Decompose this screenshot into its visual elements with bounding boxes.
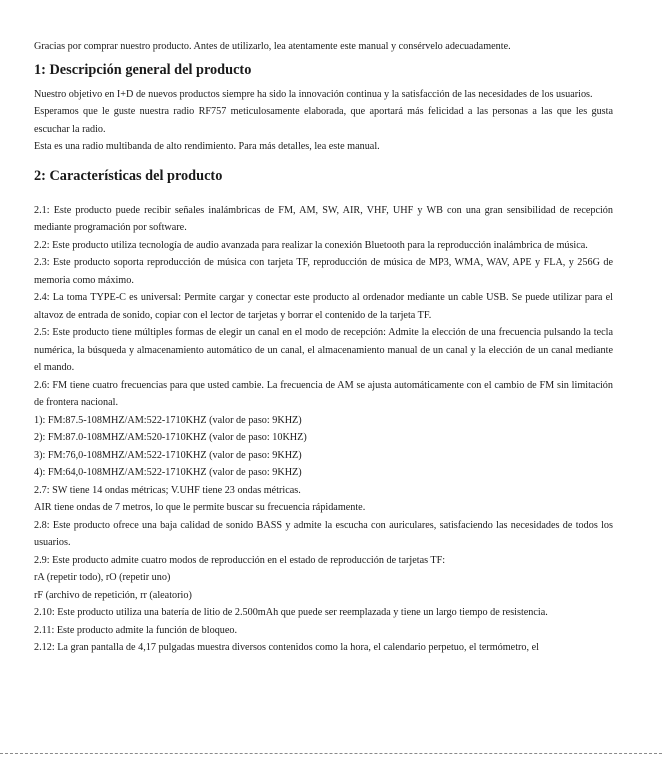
section-2-heading: 2: Características del producto <box>34 167 223 184</box>
feature-paragraph: 2.6: FM tiene cuatro frecuencias para que usted cambie. La frecuencia de AM se ajusta automáticamente con el cambio de FM sin limitación de frontera nacional. <box>34 379 613 408</box>
intro-paragraph: Gracias por comprar nuestro producto. Antes de utilizarlo, lea atentamente este manual y consérvelo adecuadamente. <box>34 41 511 52</box>
playback-mode-line: rF (archivo de repetición, rr (aleatorio) <box>34 589 192 601</box>
feature-paragraph: 2.12: La gran pantalla de 4,17 pulgadas muestra diversos contenidos como la hora, el calendario perpetuo, el termómetro, el <box>34 642 539 653</box>
section-1-paragraph: Nuestro objetivo en I+D de nuevos productos siempre ha sido la innovación continua y la satisfacción de las necesidades de los usuarios. <box>34 88 593 100</box>
feature-paragraph: 2.2: Este producto utiliza tecnología de audio avanzada para realizar la conexión Bluetooth para la reproducción inalámbrica de música. <box>34 239 588 251</box>
feature-paragraph: 2.5: Este producto tiene múltiples formas de elegir un canal en el modo de recepción: Admite la elección de una frecuencia pulsando la tecla numérica, la búsqueda y almacenamiento automático de un canal, el almacenamiento manual de un canal y la elección de un canal mediante el mando. <box>34 327 613 373</box>
frequency-option: 1): FM:87.5-108MHZ/AM:522-1710KHZ (valor de paso: 9KHZ) <box>34 414 302 426</box>
section-1-paragraph: Esta es una radio multibanda de alto rendimiento. Para más detalles, lea este manual. <box>34 141 380 152</box>
feature-paragraph: 2.9: Este producto admite cuatro modos de reproducción en el estado de reproducción de tarjetas TF: <box>34 554 446 566</box>
feature-paragraph: 2.1: Este producto puede recibir señales inalámbricas de FM, AM, SW, AIR, VHF, UHF y WB con una gran sensibilidad de recepción mediante programación por software. <box>34 204 613 233</box>
section-1-paragraph: Esperamos que le guste nuestra radio RF757 meticulosamente elaborada, que aportará más felicidad a las personas a las que les gusta escuchar la radio. <box>34 106 613 135</box>
playback-mode-line: rA (repetir todo), rO (repetir uno) <box>34 572 171 583</box>
feature-paragraph: 2.3: Este producto soporta reproducción de música con tarjeta TF, reproducción de música de MP3, WMA, WAV, APE y FLA, y 256G de memoria como máximo. <box>34 257 613 286</box>
document-page <box>34 38 613 657</box>
frequency-option: 4): FM:64,0-108MHZ/AM:522-1710KHZ (valor de paso: 9KHZ) <box>34 467 302 478</box>
frequency-option: 2): FM:87.0-108MHZ/AM:520-1710KHZ (valor de paso: 10KHZ) <box>34 432 307 443</box>
feature-paragraph: 2.7: SW tiene 14 ondas métricas; V.UHF tiene 23 ondas métricas. <box>34 484 301 496</box>
frequency-option: 3): FM:76,0-108MHZ/AM:522-1710KHZ (valor de paso: 9KHZ) <box>34 449 302 461</box>
feature-paragraph: 2.4: La toma TYPE-C es universal: Permite cargar y conectar este producto al ordenador mediante un cable USB. Se puede utilizar para el altavoz de entrada de sonido, copiar con el lector de tarjetas y borrar el contenido de la tarjeta TF. <box>34 292 613 321</box>
feature-paragraph: 2.8: Este producto ofrece una baja calidad de sonido BASS y admite la escucha con auriculares, satisfaciendo las necesidades de todos los usuarios. <box>34 519 613 548</box>
feature-paragraph: AIR tiene ondas de 7 metros, lo que le permite buscar su frecuencia rápidamente. <box>34 502 366 513</box>
feature-paragraph: 2.11: Este producto admite la función de bloqueo. <box>34 624 238 636</box>
page-bottom-divider <box>0 753 662 754</box>
feature-paragraph: 2.10: Este producto utiliza una batería de litio de 2.500mAh que puede ser reemplazada y tiene un largo tiempo de resistencia. <box>34 607 548 618</box>
section-1-heading: 1: Descripción general del producto <box>34 61 252 78</box>
